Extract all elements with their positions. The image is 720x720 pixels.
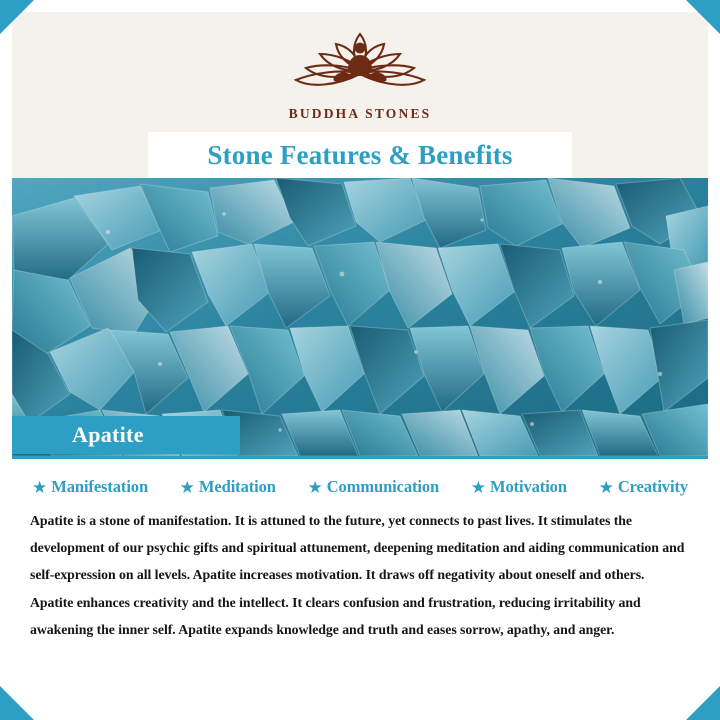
keyword-label: Manifestation bbox=[51, 477, 149, 496]
keyword-label: Creativity bbox=[617, 477, 688, 496]
star-icon: ★ bbox=[598, 477, 614, 497]
stone-description: Apatite is a stone of manifestation. It is attuned to the future, yet connects to past lives. It stimulates the development of our psychic gifts and spiritual attunement, deepening meditation and aiding communication and self-expression on all levels. Apatite increases motivation. It draws off negativity about oneself and others. Apatite enhances creativity and the intellect. It clears confusion and frustration, reducing irritability and awakening the inner self. Apatite expands knowledge and truth and eases sorrow, apathy, and anger. bbox=[30, 513, 685, 637]
lotus-meditation-logo-icon bbox=[274, 26, 446, 104]
keyword-item bbox=[307, 477, 439, 497]
corner-accent-bottom-left bbox=[0, 686, 34, 720]
star-icon: ★ bbox=[470, 477, 486, 497]
star-icon: ★ bbox=[179, 477, 195, 497]
keyword-item bbox=[32, 477, 148, 497]
poster-frame bbox=[12, 12, 708, 708]
keyword-item bbox=[599, 477, 688, 497]
stone-name-ribbon bbox=[12, 416, 240, 454]
keyword-item bbox=[180, 477, 276, 497]
keyword-list bbox=[32, 477, 688, 497]
hero-image bbox=[12, 178, 708, 456]
keyword-label: Communication bbox=[326, 477, 440, 496]
corner-accent-bottom-right bbox=[686, 686, 720, 720]
corner-accent-top-right bbox=[686, 0, 720, 34]
brand-name: BUDDHA STONES bbox=[288, 106, 432, 121]
page-title: Stone Features & Benefits bbox=[207, 139, 513, 170]
benefits-card bbox=[12, 456, 708, 708]
stone-name: Apatite bbox=[72, 422, 144, 447]
title-band bbox=[148, 132, 572, 178]
corner-accent-top-left bbox=[0, 0, 34, 34]
star-icon: ★ bbox=[32, 477, 48, 497]
keyword-label: Motivation bbox=[490, 477, 567, 496]
keyword-item bbox=[471, 477, 567, 497]
keyword-label: Meditation bbox=[198, 477, 276, 496]
star-icon: ★ bbox=[307, 477, 323, 497]
